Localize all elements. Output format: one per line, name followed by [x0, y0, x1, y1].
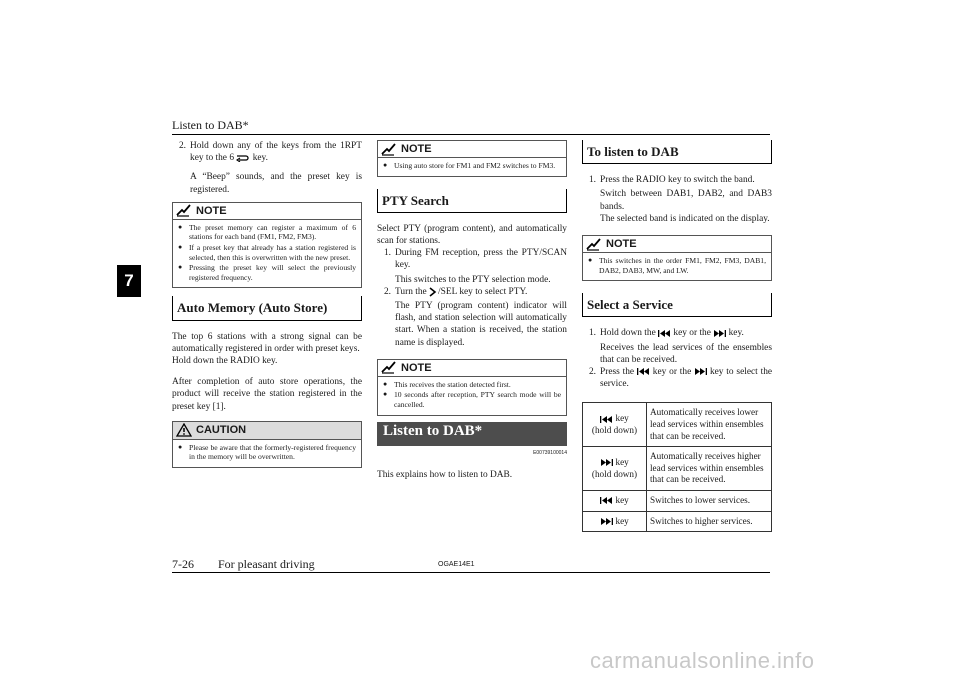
return-arrow-icon [236, 154, 250, 162]
step-1-description: The selected band is indicated on the display. [600, 213, 770, 224]
table-cell: Automatically receives higher lead services within ensembles that can be received. [647, 447, 772, 491]
note-bullet: ● The preset memory can register a maximum of 6 stations for each band (FM1, FM2, FM3). [178, 222, 356, 242]
paragraph: This explains how to listen to DAB. [377, 469, 513, 480]
paragraph: The top 6 stations with a strong signal can be automatically registered in order with preset keys. [172, 331, 362, 354]
note-box-band-order [582, 235, 772, 281]
note-icon [381, 361, 397, 374]
table-cell: Automatically receives lower lead services within ensembles that can be received. [647, 403, 772, 447]
header-rule [172, 134, 770, 135]
chapter-tab: 7 [117, 265, 141, 297]
column-2 [377, 140, 567, 481]
step-1-description: Receives the lead services of the ensembles that can be received. [600, 342, 772, 365]
footer-section: For pleasant driving [218, 557, 315, 571]
note-icon [176, 204, 192, 217]
note-box-presets [172, 202, 362, 289]
note-bullet: ● Using auto store for FM1 and FM2 switches to FM3. [383, 161, 556, 170]
note-icon [586, 238, 602, 251]
previous-track-icon [658, 330, 671, 337]
next-track-icon [600, 459, 613, 466]
section-title-auto-memory: Auto Memory (Auto Store) [172, 296, 362, 320]
previous-track-icon [637, 368, 650, 375]
caution-bullet: ● Please be aware that the formerly-registered frequency in the memory will be overwritten. [178, 442, 356, 462]
caution-box [172, 421, 362, 468]
step-1: 1. Hold down the key or the key. [588, 328, 744, 339]
note-label: NOTE [401, 142, 432, 155]
watermark: carmanualsonline.info [590, 648, 815, 673]
step-number: 2. [178, 141, 186, 151]
step-2-description: A “Beep” sounds, and the preset key is registered. [190, 172, 362, 195]
step-1-description: This switches to the PTY selection mode. [395, 274, 551, 285]
step-text: Hold down any of the keys from the 1RPT key to the 6 key. [190, 141, 362, 164]
table-cell: Switches to lower services. [647, 490, 772, 511]
note-label: NOTE [606, 237, 637, 250]
note-bullet: ● This switches in the order FM1, FM2, FM3, DAB1, DAB2, DAB3, MW, and LW. [588, 256, 766, 275]
caution-label: CAUTION [196, 424, 247, 437]
table-row: key (hold down) Automatically receives lower lead services within ensembles that can be received. [583, 403, 772, 447]
table-row: key (hold down) Automatically receives higher lead services within ensembles that can be received. [583, 447, 772, 491]
section-title-to-listen-to-dab: To listen to DAB [582, 140, 772, 164]
paragraph: After completion of auto store operations, the product will receive the station registered in the preset key [1]. [172, 377, 362, 412]
step-2: 2. Press the key or the key to select the service. [588, 367, 773, 390]
column-1 [172, 140, 362, 476]
step-2 [172, 140, 362, 164]
warning-triangle-icon [176, 423, 192, 437]
paragraph: Select PTY (program content), and automatically scan for stations. [377, 223, 567, 246]
previous-track-icon [600, 416, 613, 423]
footer-rule [172, 572, 770, 573]
volume-knob-icon [429, 287, 438, 297]
section-title-pty-search: PTY Search [377, 189, 567, 213]
next-track-icon [713, 330, 726, 337]
paragraph: Hold down the RADIO key. [172, 355, 278, 366]
service-key-table [582, 402, 772, 532]
section-banner-listen-to-dab: Listen to DAB* [377, 422, 567, 446]
section-title-select-a-service: Select a Service [582, 293, 772, 317]
table-row: key Switches to higher services. [583, 511, 772, 532]
note-label: NOTE [401, 361, 432, 374]
note-icon [381, 143, 397, 156]
note-bullet: ● This receives the station detected first. [383, 379, 511, 389]
step-1: 1. Press the RADIO key to switch the band. [588, 175, 755, 186]
next-track-icon [600, 518, 613, 525]
next-track-icon [694, 368, 707, 375]
step-2: 2. Turn the /SEL key to select PTY. [383, 286, 528, 297]
page-number: 7-26 [172, 557, 194, 571]
note-label: NOTE [196, 204, 227, 217]
note-bullet: ● 10 seconds after reception, PTY search mode will be cancelled. [383, 390, 561, 410]
step-1: 1. During FM reception, press the PTY/SCAN key. [383, 248, 567, 271]
step-1-description: Switch between DAB1, DAB2, and DAB3 bands. [600, 189, 772, 212]
note-box-auto-store [377, 140, 567, 177]
step-2-description: The PTY (program content) indicator will flash, and station selection will automatically start. When a station is received, the station name is displayed. [395, 301, 567, 348]
page-header-title: Listen to DAB* [172, 118, 249, 132]
note-bullet: ● Pressing the preset key will select the previously registered frequency. [178, 263, 356, 282]
table-row: key Switches to lower services. [583, 490, 772, 511]
previous-track-icon [600, 497, 613, 504]
section-code: E00739100014 [533, 449, 567, 456]
note-bullet: ● If a preset key that already has a station registered is selected, then this is overwritten with the new preset. [178, 243, 356, 262]
table-cell: Switches to higher services. [647, 511, 772, 532]
footer-code: OGAE14E1 [438, 561, 475, 568]
note-box-pty [377, 359, 567, 416]
column-3 [582, 140, 772, 532]
